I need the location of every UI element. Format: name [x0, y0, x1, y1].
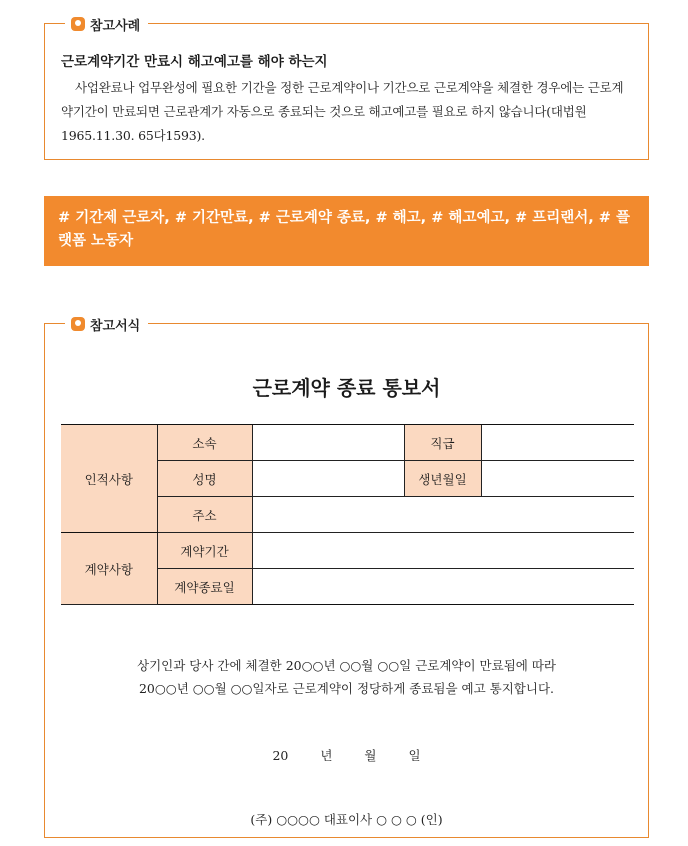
position-label: 직급 [404, 425, 481, 461]
birthdate-value[interactable] [481, 461, 634, 497]
contract-end-date-value[interactable] [252, 569, 634, 605]
contract-period-label: 계약기간 [157, 533, 252, 569]
reference-form-box [44, 318, 649, 838]
notice-line-2: 20○○년 ○○월 ○○일자로 근로계약이 정당하게 종료됨을 예고 통지합니다. [138, 681, 554, 696]
notice-text [45, 654, 648, 700]
form-table [61, 424, 634, 605]
address-value[interactable] [252, 497, 634, 533]
reference-icon [71, 17, 85, 31]
name-value[interactable] [252, 461, 404, 497]
reference-case-box [44, 18, 649, 160]
reference-case-label: 참고사례 [90, 18, 141, 34]
contract-end-date-label: 계약종료일 [157, 569, 252, 605]
table-row [61, 425, 634, 461]
reference-form-label: 참고서식 [90, 318, 141, 334]
reference-case-tag [65, 14, 148, 34]
case-title: 근로계약기간 만료시 해고예고를 해야 하는지 [61, 54, 328, 70]
table-row [61, 533, 634, 569]
name-label: 성명 [157, 461, 252, 497]
signature-line: (주) ○○○○ 대표이사 ○ ○ ○ (인) [250, 812, 443, 827]
birthdate-label: 생년월일 [404, 461, 481, 497]
affiliation-value[interactable] [252, 425, 404, 461]
hashtag-banner: # 기간제 근로자, # 기간만료, # 근로계약 종료, # 해고, # 해고예고, # 프리랜서, # 플랫폼 노동자 [44, 196, 649, 266]
date-line [45, 746, 648, 764]
reference-form-tag [65, 314, 148, 334]
notice-line-1: 상기인과 당사 간에 체결한 20○○년 ○○월 ○○일 근로계약이 만료됨에 따라 [137, 658, 556, 673]
contract-period-value[interactable] [252, 533, 634, 569]
date-year-unit: 년 [320, 748, 333, 763]
form-title: 근로계약 종료 통보서 [252, 376, 441, 400]
contract-info-group: 계약사항 [61, 533, 157, 605]
personal-info-group: 인적사항 [61, 425, 157, 533]
date-month-unit: 월 [364, 748, 377, 763]
address-label: 주소 [157, 497, 252, 533]
case-body: 사업완료나 업무완성에 필요한 기간을 정한 근로계약이나 기간으로 근로계약을 체결한 경우에는 근로계약기간이 만료되면 근로관계가 자동으로 종료되는 것으로 해고예고를 필요로 하지 않습니다(대법원 1965.11.30. 65다1593). [61, 80, 624, 143]
position-value[interactable] [481, 425, 634, 461]
date-year: 20 [272, 748, 289, 763]
reference-icon [71, 317, 85, 331]
affiliation-label: 소속 [157, 425, 252, 461]
date-day-unit: 일 [408, 748, 421, 763]
